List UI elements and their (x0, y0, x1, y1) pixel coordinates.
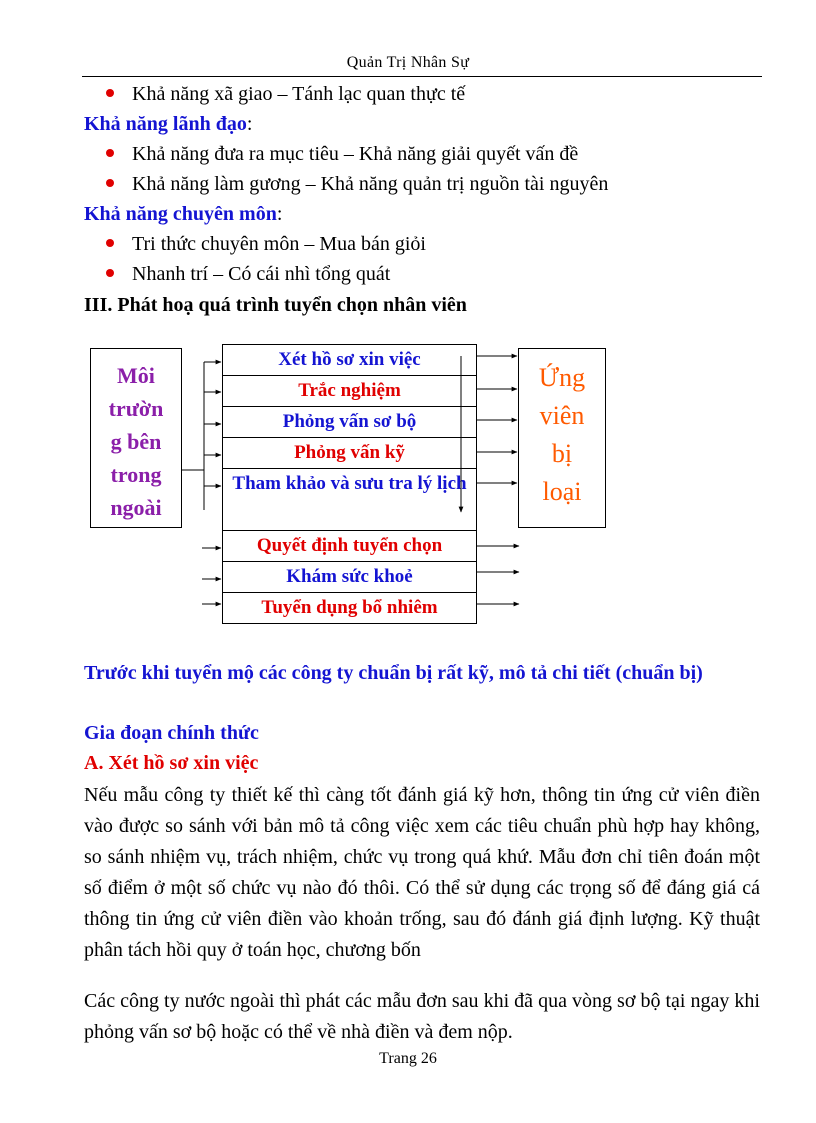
list-item-text: Khả năng đưa ra mục tiêu – Khả năng giải quyết vấn đề (132, 143, 579, 165)
body-paragraph: Các công ty nước ngoài thì phát các mẫu đơn sau khi đã qua vòng sơ bộ tại ngay khi phỏng vấn sơ bộ hoặc có thể về nhà điền và đem nộp. (84, 990, 760, 1043)
diagram-right-box (518, 348, 606, 528)
bullet-icon (106, 269, 114, 277)
step-box: Tham khảo và sưu tra lý lịch (222, 469, 477, 531)
step-box: Khám sức khoẻ (222, 562, 477, 593)
heading-colon: : (276, 203, 283, 225)
list-item (106, 171, 608, 197)
left-box-line: g bên (110, 429, 162, 454)
heading-leadership-text: Khả năng lãnh đạo (84, 113, 247, 135)
page-number: Trang 26 (379, 1050, 437, 1067)
body-paragraph: Nếu mẫu công ty thiết kế thì càng tốt đánh giá kỹ hơn, thông tin ứng cử viên điền vào được so sánh với bản mô tả công việc xem các tiêu chuẩn phù hợp hay không, so sánh nhiệm vụ, trách nhiệm, chức vụ trong quá khứ. Mẫu đơn chỉ tiên đoán một số điểm ở một số chức vụ nào đó thôi. Có thể sử dụng các trọng số để đáng giá cá thông tin ứng cử viên điền vào khoản trống, sau đó đánh giá định lượng. Kỹ thuật phân tách hồi quy ở toán học, chương bốn (84, 784, 760, 961)
right-box-line: bị (551, 439, 573, 468)
heading-colon: : (246, 113, 253, 135)
step-box: Tuyển dụng bổ nhiêm (222, 593, 477, 624)
list-item (106, 81, 465, 107)
step-box: Quyết định tuyển chọn (222, 531, 477, 562)
bullet-icon (106, 149, 114, 157)
bullet-icon (106, 239, 114, 247)
official-phase-heading: Gia đoạn chính thức (84, 722, 259, 744)
step-box: Trắc nghiệm (222, 376, 477, 407)
heading-leadership (84, 111, 252, 137)
left-box-line: trườn (108, 396, 164, 421)
left-box-line: Môi (117, 363, 155, 388)
heading-expertise-text: Khả năng chuyên môn (84, 203, 277, 225)
bullet-icon (106, 179, 114, 187)
right-box-line: viên (539, 401, 585, 430)
list-item-text: Tri thức chuyên môn – Mua bán giỏi (132, 233, 426, 255)
right-box-line: loại (542, 477, 582, 506)
section-title-a: A. Xét hồ sơ xin việc (84, 752, 259, 774)
page-header: Quản Trị Nhân Sự (346, 54, 470, 71)
diagram-steps (222, 344, 477, 624)
diagram-left-box (90, 348, 182, 528)
list-item-text: Khả năng xã giao – Tánh lạc quan thực tế (132, 83, 466, 105)
list-item-text: Nhanh trí – Có cái nhì tổng quát (132, 263, 391, 285)
list-item (106, 261, 390, 287)
right-box-line: Ứng (538, 363, 586, 392)
header-divider (82, 76, 762, 77)
step-box: Phỏng vấn sơ bộ (222, 407, 477, 438)
step-box: Xét hồ sơ xin việc (222, 344, 477, 376)
left-box-line: trong (110, 462, 162, 487)
heading-expertise (84, 201, 282, 227)
list-item (106, 231, 426, 257)
left-box-line: ngoài (110, 495, 162, 520)
list-item-text: Khả năng làm gương – Khả năng quản trị nguồn tài nguyên (132, 173, 609, 195)
section-title-iii: III. Phát hoạ quá trình tuyển chọn nhân viên (84, 294, 467, 316)
list-item (106, 141, 578, 167)
prep-paragraph: Trước khi tuyển mộ các công ty chuẩn bị rất kỹ, mô tả chi tiết (chuẩn bị) (84, 662, 703, 684)
bullet-icon (106, 89, 114, 97)
step-box: Phỏng vấn kỹ (222, 438, 477, 469)
